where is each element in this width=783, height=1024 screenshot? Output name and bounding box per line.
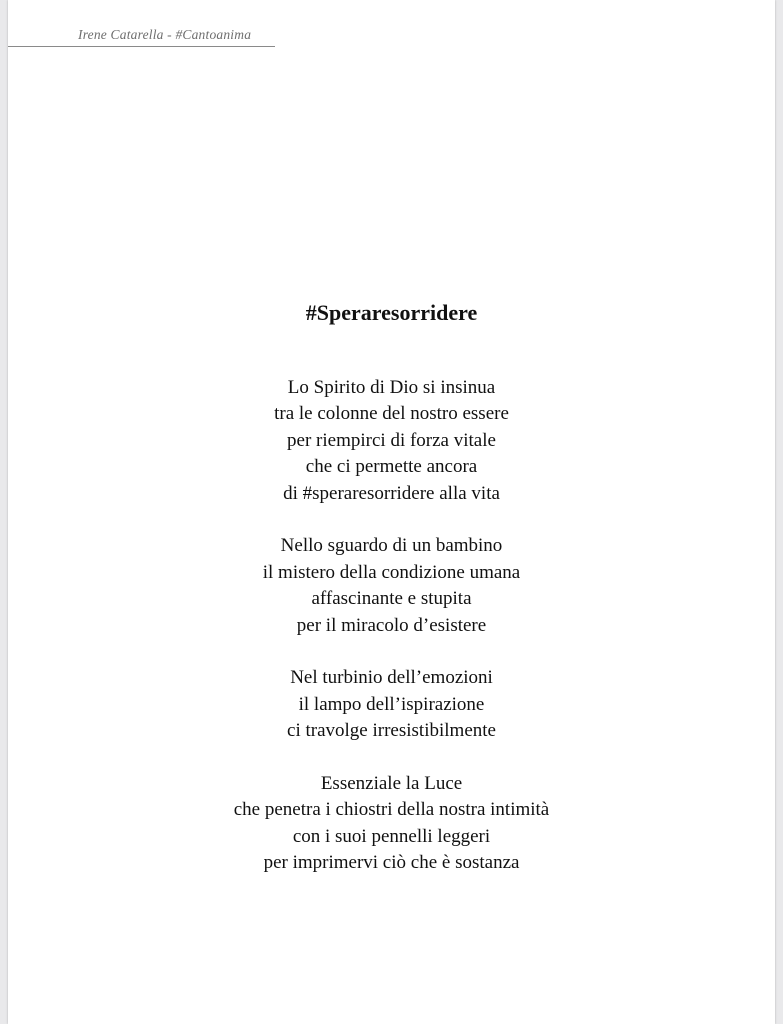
stanza-2: [8, 533, 775, 639]
poem-line: per imprimervi ciò che è sostanza: [263, 852, 520, 874]
poem-line: il mistero della condizione umana: [262, 561, 521, 583]
stanza-4: [8, 771, 775, 877]
poem-line: ci travolge irresistibilmente: [287, 720, 496, 742]
poem-line: tra le colonne del nostro essere: [274, 403, 509, 425]
stanza-1: [8, 375, 775, 507]
poem-line: con i suoi pennelli leggeri: [292, 825, 491, 847]
poem-body: [8, 375, 775, 903]
document-page: [8, 0, 775, 1024]
poem-title: #Speraresorridere: [305, 300, 478, 325]
poem-line: che penetra i chiostri della nostra intimità: [233, 799, 550, 821]
poem-line: Lo Spirito di Dio si insinua: [287, 377, 496, 398]
poem-line: per riempirci di forza vitale: [287, 429, 496, 451]
poem-line: che ci permette ancora: [305, 456, 478, 478]
poem-line: Essenziale la Luce: [320, 772, 463, 794]
poem-line: affascinante e stupita: [311, 588, 472, 610]
poem-line: Nello sguardo di un bambino: [280, 535, 503, 557]
poem-line: per il miracolo d’esistere: [296, 614, 487, 636]
header-text: Irene Catarella - #Cantoanima: [78, 27, 252, 42]
poem-line: Nel turbinio dell’emozioni: [290, 667, 493, 689]
poem-line: di #speraresorridere alla vita: [283, 482, 500, 504]
stanza-3: [8, 665, 775, 744]
running-header: [8, 26, 275, 47]
poem-line: il lampo dell’ispirazione: [298, 693, 485, 715]
